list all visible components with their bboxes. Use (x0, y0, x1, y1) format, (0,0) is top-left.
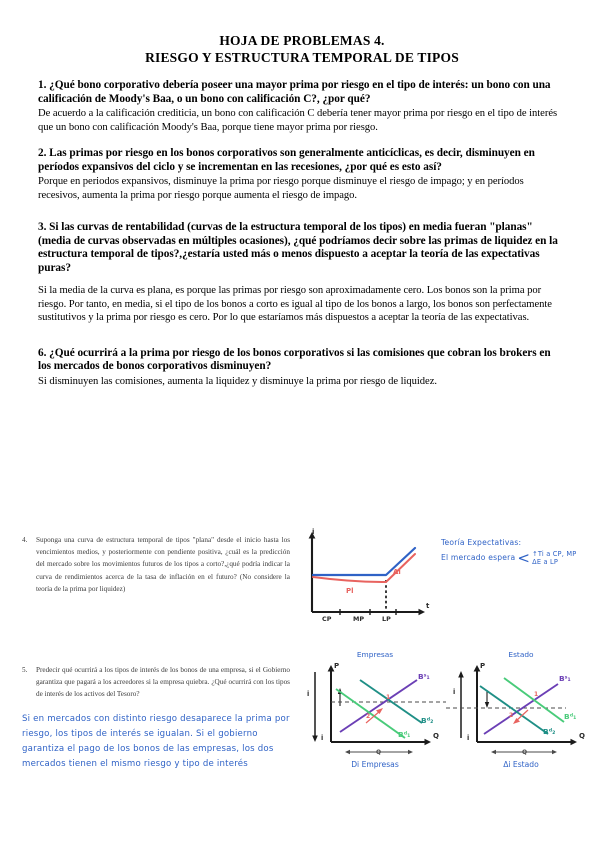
diagram-estado-ylabel: P (480, 662, 486, 670)
diagram-empresas-ylabel: P (334, 662, 340, 670)
q-axis-arrow (571, 739, 578, 746)
diagram-empresas-xlabel: Q (433, 732, 439, 740)
i-scale-arrow-up (458, 671, 464, 678)
inner-p-arrow-head (485, 702, 489, 708)
chart-y-axis-label: i (312, 528, 315, 536)
question-6-prompt: 6. ¿Qué ocurrirá a la prima por riesgo de los bonos corporativos si las comisiones que cobran los brokers en los mercados de bonos corporativos disminuyen? (38, 346, 551, 373)
diagram-estado-caption: Δi Estado (503, 760, 539, 769)
diagram-empresas-i-label-top: i (307, 690, 310, 698)
handwritten-answer-5: Si en mercados con distinto riesgo desaparece la prima por riesgo, los tipos de interés se igualan. Si el gobierno garantiza el pago de los bonos de las empresas, los dos mercados tienen el mismo riesgo y tipo de interés (22, 714, 290, 769)
scanned-question-5-text: Predecir qué ocurrirá a los tipos de interés de los bonos de una empresa, si el Gobierno garantiza que pagará a los acreedores si la empresa quiebra. ¿Qué ocurrirá con los tipos de interés de los activos del Tesoro? (36, 666, 290, 699)
handwritten-expectations-note (441, 537, 596, 567)
diagram-estado-quantity-label: Q (522, 749, 528, 756)
diagram-estado-svg (446, 658, 596, 762)
question-block-2 (38, 147, 566, 202)
diagram-estado-point-2: 2 (509, 712, 514, 719)
scanned-question-4-text: Suponga una curva de estructura temporal de tipos "plana" desde el inicio hasta los vencimientos medios, y posteriormente con pendiente positiva, ¿cuál es la predicción del mercado sobre los movimientos futuros de los tipos a corto?,¿qué podría indicar la curva de rendimientos acerca de la tasa de inflación en el futuro? (No considere la teoría de la prima por liquidez) (36, 536, 290, 593)
diagram-estado-i-label-bottom: i (467, 734, 470, 742)
chart-x-axis-label: t (426, 602, 430, 610)
chart-annotation-delta-i: Δi (393, 568, 401, 576)
quantity-bracket-right-arrow (408, 750, 413, 754)
diagram-empresas-caption: Di Empresas (351, 760, 399, 769)
bond-market-diagram-estado (446, 650, 596, 768)
term-structure-chart (296, 530, 444, 636)
title-line-2: RIESGO Y ESTRUCTURA TEMPORAL DE TIPOS (145, 50, 459, 65)
chart-tick-label-lp: LP (382, 615, 391, 623)
diagram-empresas-point-1: 1 (386, 694, 391, 701)
q-axis-arrow (425, 739, 432, 746)
diagram-empresas-i-label-bottom: i (321, 734, 324, 742)
question-2-prompt: 2. Las primas por riesgo en los bonos corporativos son generalmente anticíclicas, es decir, disminuyen en períodos expansivos del ciclo y se incrementan en las recesiones, ¿por qué es esto así? (38, 147, 535, 173)
quantity-bracket-left-arrow (491, 750, 496, 754)
brace-icon: < (517, 549, 531, 568)
diagram-estado-legend-demand2: Bᵈ₂ (543, 727, 556, 736)
x-axis-arrow (419, 609, 426, 616)
question-block-1 (38, 79, 566, 134)
chart-tick-label-cp: CP (322, 615, 332, 623)
expectations-note-line-1: Teoría Expectativas: (441, 538, 522, 547)
question-6-answer: Si disminuyen las comisiones, aumenta la liquidez y disminuye la prima por riesgo de liquidez. (38, 375, 437, 387)
i-scale-arrow-down (312, 736, 318, 743)
question-2-answer: Porque en periodos expansivos, disminuye la prima por riesgo porque disminuye el riesgo de impago; y en períodos recesivos, aumenta la prima por riesgo porque aumenta el riesgo de impago. (38, 176, 524, 201)
chart-annotation-pl: Pl (346, 587, 354, 595)
question-3-answer: Si la media de la curva es plana, es porque las primas por riesgo son aproximadamente cero. Los bonos son la prima por riesgo. Por tanto, en media, si el tipo de los bonos a corto es igual al tipo de los bonos a largo, los bonos son perfectamente sustitutivos y la prima por riesgo es cero. Por lo que estaríamos más dispuestos a aceptar la teoría de las expectativas. (38, 285, 552, 324)
question-1-prompt: 1. ¿Qué bono corporativo debería poseer una mayor prima por riesgo en el tipo de interés: un bono con una calificación de Moody's Baa, o un bono con calificación C?, ¿por qué? (38, 79, 551, 105)
diagram-empresas-quantity-label: Q (376, 749, 382, 756)
diagram-empresas-legend-supply: Bˢ₁ (418, 672, 430, 681)
typed-content (38, 32, 566, 388)
scanned-question-4-number: 4. (22, 536, 28, 544)
question-block-3 (38, 221, 566, 325)
term-structure-svg (296, 530, 444, 636)
scanned-question-5-number: 5. (22, 666, 28, 674)
scanned-question-5 (22, 664, 290, 701)
question-3-prompt: 3. Si las curvas de rentabilidad (curvas de la estructura temporal de los tipos) en media fueran "planas" (media de curvas observadas en múltiples ocasiones), ¿qué podríamos decir sobre las primas de liquidez en la estructura temporal de tipos?,¿estaría usted más o menos dispuesto a aceptar la teoría de las expectativas puras? (38, 221, 558, 274)
supply-curve-bs1 (340, 680, 417, 732)
expectations-branch-top: ↑Ti a CP, MP (532, 550, 577, 558)
demand-curve-bd1 (336, 689, 405, 738)
chart-tick-label-mp: MP (353, 615, 365, 623)
page-title (38, 32, 566, 66)
title-line-1: HOJA DE PROBLEMAS 4. (219, 33, 385, 48)
diagram-empresas-point-2: 2 (366, 713, 371, 720)
diagram-estado-i-label-top: i (453, 688, 456, 696)
question-block-6 (38, 347, 566, 389)
quantity-bracket-left-arrow (345, 750, 350, 754)
question-1-answer: De acuerdo a la calificación crediticia, un bono con calificación C debería tener mayor prima por riesgo en el tipo de interés que un bono con calificación Moody's Baa, porque tiene mayor prima por riesgo. (38, 108, 558, 133)
diagram-estado-xlabel: Q (579, 732, 585, 740)
diagram-empresas-title: Empresas (356, 650, 394, 659)
scanned-content (0, 512, 600, 848)
diagram-estado-legend-supply: Bˢ₁ (559, 674, 571, 683)
diagram-empresas-legend-demand1: Bᵈ₁ (398, 730, 411, 739)
bond-market-diagram-empresas (300, 650, 450, 768)
diagram-estado-title: Estado (508, 650, 534, 659)
diagram-estado-legend-demand1: Bᵈ₁ (564, 712, 577, 721)
scanned-question-4 (22, 534, 290, 595)
diagram-empresas-legend-demand2: Bᵈ₂ (421, 716, 434, 725)
diagram-estado-point-1: 1 (534, 691, 539, 698)
expectations-note-line-2: El mercado espera (441, 553, 516, 563)
expectations-branch-bottom: ΔE a LP (532, 558, 559, 567)
quantity-bracket-right-arrow (552, 750, 557, 754)
